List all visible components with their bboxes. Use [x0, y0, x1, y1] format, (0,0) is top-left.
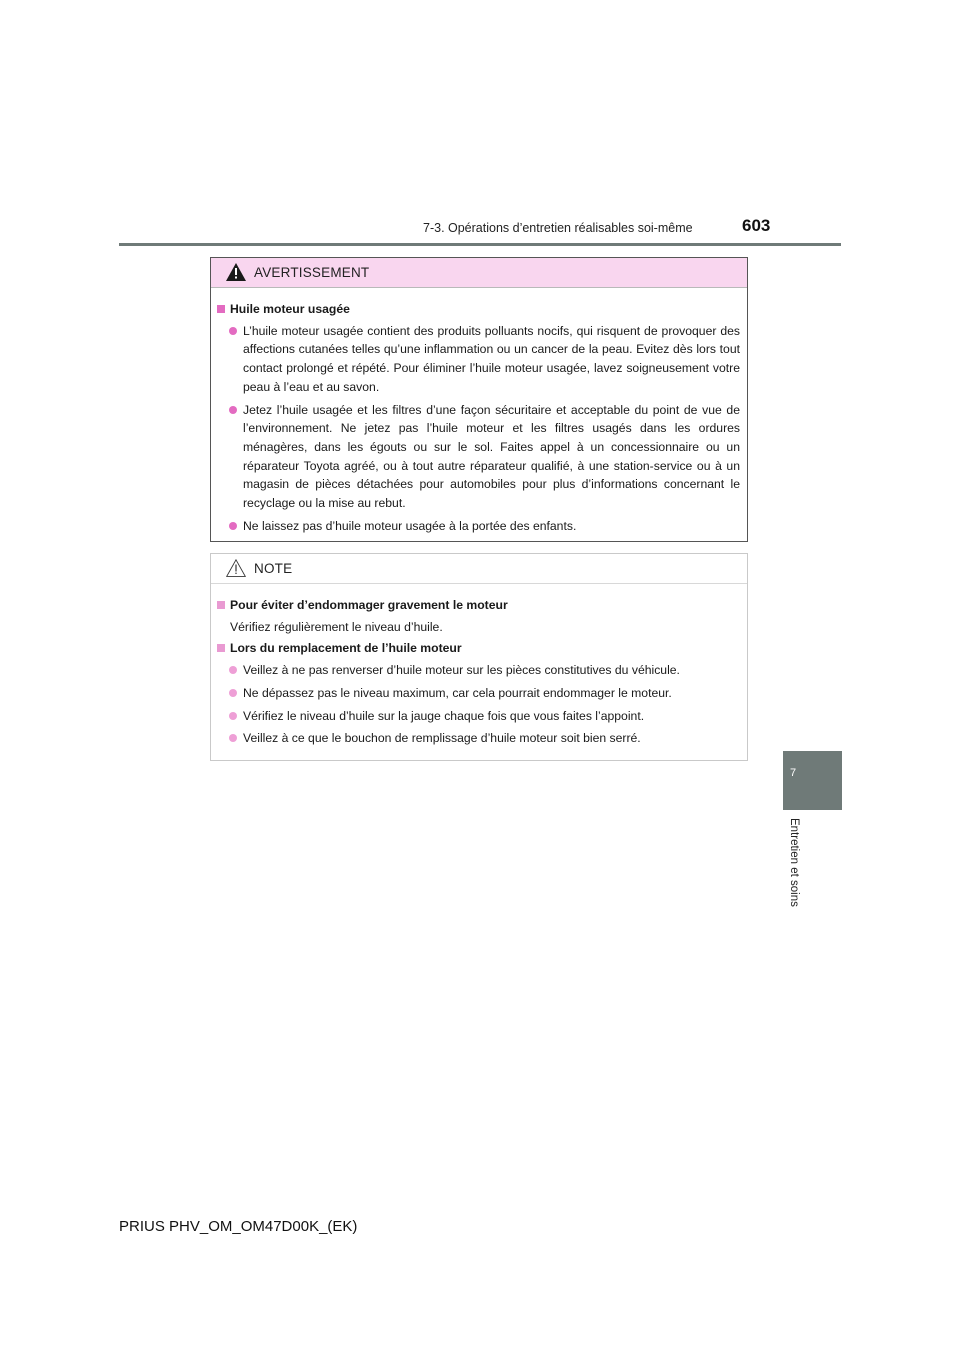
list-item-text: L’huile moteur usagée contient des produits polluants nocifs, qui risquent de provoquer des affections cutanées telles qu’une inflammation ou un cancer de la peau. Evitez dès lors tout contact prolongé et répété. Pour éliminer l’huile moteur usagée, lavez soigneusement votre peau à l’eau et au savon.	[243, 323, 740, 394]
round-bullet-icon	[229, 734, 237, 742]
note-section-label: Pour éviter d’endommager gravement le moteur	[230, 598, 508, 612]
warning-section-title	[217, 300, 740, 319]
round-bullet-icon	[229, 406, 237, 414]
list-item	[217, 707, 740, 726]
round-bullet-icon	[229, 666, 237, 674]
note-section-text: Vérifiez régulièrement le niveau d’huile.	[230, 619, 443, 634]
list-item	[217, 517, 740, 536]
round-bullet-icon	[229, 712, 237, 720]
warning-header	[211, 258, 747, 288]
chapter-number: 7	[790, 767, 797, 779]
warning-section-label: Huile moteur usagée	[230, 302, 350, 316]
page-number: 603	[742, 216, 771, 235]
section-heading: 7-3. Opérations d’entretien réalisables soi-même	[423, 221, 693, 235]
list-item-text: Jetez l’huile usagée et les filtres d’une façon sécuritaire et acceptable du point de vue de l’environnement. Ne jetez pas l’huile moteur et les filtres usagés dans les ordures ménagères, dans les égouts ou sur le sol. Faites appel à un concessionnaire ou un réparateur Toyota agréé, ou à tout autre réparateur qualifié, à une station-service ou à un magasin de pièces détachées pour automobiles pour plus d’informations concernant le recyclage ou la mise au rebut.	[243, 402, 740, 511]
note-box	[210, 553, 748, 761]
note-title: NOTE	[254, 561, 293, 576]
square-bullet-icon	[217, 305, 225, 313]
note-section-title	[217, 639, 740, 658]
warning-title: AVERTISSEMENT	[254, 265, 370, 280]
list-item	[217, 322, 740, 397]
list-item	[217, 401, 740, 513]
note-header	[211, 554, 747, 584]
square-bullet-icon	[217, 644, 225, 652]
note-section-title	[217, 596, 740, 615]
chapter-tab	[783, 751, 842, 810]
note-section-label: Lors du remplacement de l’huile moteur	[230, 641, 462, 656]
list-item	[217, 729, 740, 748]
list-item-text: Vérifiez le niveau d’huile sur la jauge chaque fois que vous faites l’appoint.	[243, 708, 645, 723]
warning-box	[210, 257, 748, 542]
document-id: PRIUS PHV_OM_OM47D00K_(EK)	[119, 1218, 358, 1235]
round-bullet-icon	[229, 522, 237, 530]
warning-triangle-icon	[226, 263, 246, 286]
list-item-text: Veillez à ce que le bouchon de remplissage d’huile moteur soit bien serré.	[243, 731, 641, 746]
warning-body	[211, 288, 747, 535]
list-item	[217, 684, 740, 703]
list-item-text: Veillez à ne pas renverser d’huile moteur sur les pièces constitutives du véhicule.	[243, 663, 680, 678]
list-item-text: Ne laissez pas d’huile moteur usagée à la portée des enfants.	[243, 518, 577, 533]
header-divider	[119, 243, 841, 246]
chapter-title: Entretien et soins	[788, 818, 800, 907]
list-item	[217, 661, 740, 680]
square-bullet-icon	[217, 601, 225, 609]
round-bullet-icon	[229, 327, 237, 335]
list-item-text: Ne dépassez pas le niveau maximum, car cela pourrait endommager le moteur.	[243, 685, 672, 700]
round-bullet-icon	[229, 689, 237, 697]
note-body	[211, 584, 747, 748]
caution-triangle-icon	[226, 559, 246, 582]
